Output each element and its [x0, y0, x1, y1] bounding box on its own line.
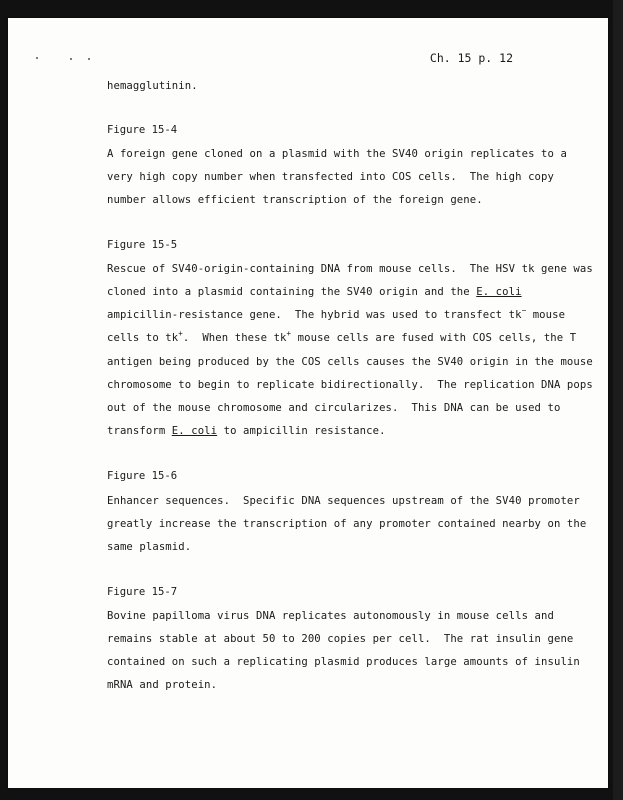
caption-text: ampicillin-resistance gene. The hybrid was used to transfect tk — [107, 309, 522, 321]
page-header: Ch. 15 p. 12 — [429, 51, 513, 65]
figure-15-5-caption-line: out of the mouse chromosome and circularizes. This DNA can be used to — [107, 402, 561, 414]
scan-speck — [70, 58, 72, 60]
figure-15-6-heading: Figure 15-6 — [107, 470, 178, 482]
figure-15-5-caption-line: antigen being produced by the COS cells causes the SV40 origin in the mouse — [107, 356, 593, 368]
document-page — [8, 18, 608, 788]
figure-15-4-caption-line: number allows efficient transcription of the foreign gene. — [107, 194, 483, 206]
caption-text: to ampicillin resistance. — [217, 425, 386, 437]
figure-15-6-caption-line: Enhancer sequences. Specific DNA sequences upstream of the SV40 promoter — [107, 495, 580, 507]
figure-15-5-caption-line — [107, 425, 386, 437]
figure-15-5-caption-line: chromosome to begin to replicate bidirectionally. The replication DNA pops — [107, 379, 593, 391]
superscript: − — [521, 306, 527, 315]
species-name: E. coli — [476, 286, 522, 298]
intro-line: hemagglutinin. — [107, 80, 198, 92]
scan-border — [613, 0, 623, 800]
figure-15-5-caption-line — [107, 306, 566, 321]
caption-text: transform — [107, 425, 172, 437]
figure-15-7-caption-line: contained on such a replicating plasmid produces large amounts of insulin — [107, 656, 580, 668]
scan-speck — [36, 57, 38, 59]
caption-text: mouse cells are fused with COS cells, the T — [291, 332, 577, 344]
caption-text: cloned into a plasmid containing the SV40 origin and the — [107, 286, 477, 298]
figure-15-6-caption-line: same plasmid. — [107, 541, 192, 553]
figure-15-5-caption-line — [107, 286, 522, 298]
figure-15-7-heading: Figure 15-7 — [107, 586, 178, 598]
scan-speck — [88, 58, 90, 60]
caption-text: mouse — [526, 309, 566, 321]
figure-15-4-heading: Figure 15-4 — [107, 124, 178, 136]
caption-text: . When these tk — [182, 332, 287, 344]
figure-15-4-caption-line: very high copy number when transfected into COS cells. The high copy — [107, 171, 554, 183]
figure-15-7-caption-line: mRNA and protein. — [107, 679, 218, 691]
figure-15-7-caption-line: Bovine papilloma virus DNA replicates autonomously in mouse cells and — [107, 610, 554, 622]
figure-15-7-caption-line: remains stable at about 50 to 200 copies per cell. The rat insulin gene — [107, 633, 574, 645]
superscript: + — [286, 329, 292, 338]
figure-15-5-caption-line: Rescue of SV40-origin-containing DNA from mouse cells. The HSV tk gene was — [107, 263, 593, 275]
figure-15-4-caption-line: A foreign gene cloned on a plasmid with the SV40 origin replicates to a — [107, 148, 567, 160]
figure-15-5-caption-line — [107, 329, 577, 344]
figure-15-6-caption-line: greatly increase the transcription of any promoter contained nearby on the — [107, 518, 587, 530]
species-name: E. coli — [171, 425, 218, 437]
superscript: + — [178, 329, 183, 338]
figure-15-5-heading: Figure 15-5 — [107, 239, 178, 251]
caption-text: cells to tk — [107, 332, 179, 344]
